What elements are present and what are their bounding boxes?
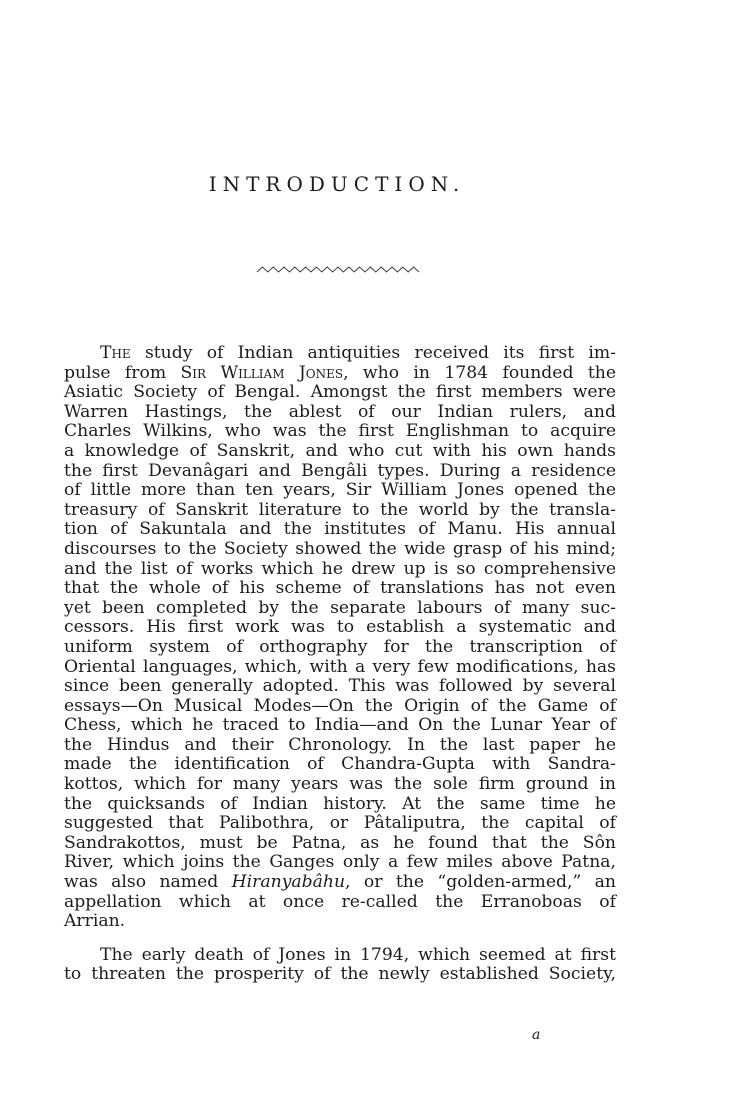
text-line	[64, 946, 616, 966]
italic-text: Hiranyabâhu	[231, 872, 346, 893]
text-run: discourses to the Society showed the wide grasp of his mind;	[64, 538, 616, 559]
decorative-rule	[255, 262, 420, 276]
text-line	[64, 560, 616, 580]
text-line	[64, 403, 616, 423]
text-run: essays—On Musical Modes—On the Origin of the Game of	[64, 695, 616, 716]
text-line	[64, 658, 616, 678]
text-run: Oriental languages, which, with a very few modifications, has	[64, 656, 616, 677]
text-run: Arrian.	[64, 911, 126, 932]
text-line	[64, 383, 616, 403]
small-caps-text: Sir William Jones	[180, 362, 344, 383]
text-run: The early death of Jones in 1794, which seemed at first	[100, 944, 616, 965]
text-run: Charles Wilkins, who was the first Englishman to acquire	[64, 421, 616, 442]
text-line	[64, 344, 616, 364]
text-line	[64, 618, 616, 638]
text-run: a knowledge of Sanskrit, and who cut with his own hands	[64, 440, 616, 461]
text-line	[64, 520, 616, 540]
text-run: the first Devanâgari and Bengâli types. During a residence	[64, 460, 616, 481]
text-line	[64, 697, 616, 717]
text-run: the quicksands of Indian history. At the same time he	[64, 793, 616, 814]
body-text	[64, 344, 616, 985]
text-run: Chess, which he traced to India—and On the Lunar Year of	[64, 715, 616, 736]
text-line	[64, 442, 616, 462]
text-line	[64, 501, 616, 521]
chapter-heading: INTRODUCTION.	[208, 172, 466, 196]
text-line	[64, 965, 616, 985]
text-line	[64, 481, 616, 501]
text-run: , who in 1784 founded the	[343, 362, 616, 383]
paragraph-gap	[64, 932, 616, 946]
text-line	[64, 834, 616, 854]
text-run: study of Indian antiquities received its first im-	[130, 343, 616, 363]
signature-mark: a	[532, 1027, 541, 1043]
text-line	[64, 755, 616, 775]
text-run: cessors. His first work was to establish a systematic and	[64, 617, 616, 638]
small-caps-text: The	[100, 343, 131, 363]
text-run: since been generally adopted. This was followed by several	[64, 676, 616, 697]
text-run: treasury of Sanskrit literature to the world by the transla-	[64, 499, 616, 520]
text-run: that the whole of his scheme of translations has not even	[64, 578, 616, 599]
text-run: and the list of works which he drew up is so comprehensive	[64, 558, 616, 579]
text-line	[64, 716, 616, 736]
text-run: appellation which at once re-called the Erranoboas of	[64, 891, 616, 912]
text-line	[64, 579, 616, 599]
text-run: River, which joins the Ganges only a few miles above Patna,	[64, 852, 616, 873]
paragraph	[64, 946, 616, 985]
text-run: to threaten the prosperity of the newly established Society,	[64, 964, 616, 985]
paragraph	[64, 344, 616, 932]
text-run: Warren Hastings, the ablest of our Indian rulers, and	[64, 401, 616, 422]
text-run: yet been completed by the separate labours of many suc-	[64, 597, 616, 618]
text-line	[64, 853, 616, 873]
text-run: the Hindus and their Chronology. In the last paper he	[64, 734, 616, 755]
text-line	[64, 540, 616, 560]
text-run: made the identification of Chandra-Gupta with Sandra-	[64, 754, 616, 775]
text-line	[64, 677, 616, 697]
text-line	[64, 873, 616, 893]
text-run: of little more than ten years, Sir William Jones opened the	[64, 480, 616, 501]
text-line	[64, 599, 616, 619]
text-line	[64, 736, 616, 756]
text-line	[64, 638, 616, 658]
text-run: Sandrakottos, must be Patna, as he found that the Sôn	[64, 832, 616, 853]
text-line	[64, 814, 616, 834]
text-line	[64, 893, 616, 913]
text-run: , or the “golden-armed,” an	[345, 872, 616, 893]
text-run: Asiatic Society of Bengal. Amongst the first members were	[64, 382, 616, 403]
text-line	[64, 795, 616, 815]
text-run: kottos, which for many years was the sole firm ground in	[64, 774, 616, 795]
text-line	[64, 422, 616, 442]
text-line	[64, 775, 616, 795]
text-run: pulse from	[64, 362, 181, 383]
text-run: was also named	[64, 872, 232, 893]
text-run: tion of Sakuntala and the institutes of Manu. His annual	[64, 519, 616, 540]
text-run: suggested that Palibothra, or Pâtaliputra, the capital of	[64, 813, 616, 834]
text-line	[64, 462, 616, 482]
text-line	[64, 912, 616, 932]
text-run: uniform system of orthography for the transcription of	[64, 636, 616, 657]
text-line	[64, 364, 616, 384]
